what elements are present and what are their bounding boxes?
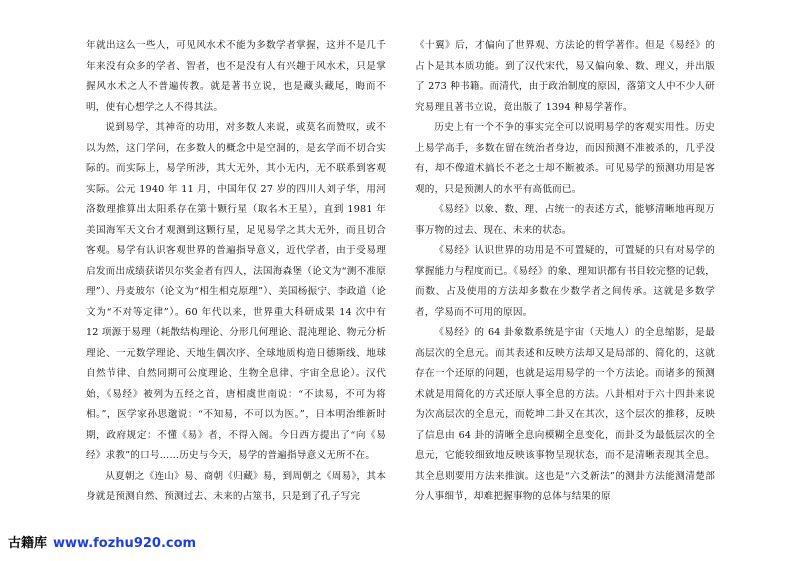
left-text-column — [86, 36, 386, 508]
site-watermark — [8, 532, 196, 551]
right-paragraph-2: 历史上有一个不争的事实完全可以说明易学的客观实用性。历史上易学高手，多数在留在统治者身边，而因预测不准被杀的，几乎没有，却不像道术搞长不老之士却不断被杀。可见易学的预测功用是客观的，只是预测人的水平有高低而已。 — [415, 122, 715, 195]
right-paragraph-3: 《易经》以象、数、理、占统一的表述方式，能够清晰地再现万事万物的过去、现在、未来的状态。 — [415, 204, 715, 236]
left-paragraph-1: 年就出这么一些人，可见风水术不能为多数学者掌握，这并不是几千年来没有众多的学者、智者，也不是没有人有兴趣于风水术，只是掌握风水术之人不普遍传教。就是著书立说，也是藏头藏尾，晦而不明，使有心想学之人不得其法。 — [86, 40, 386, 113]
left-paragraph-3: 从夏朝之《连山》易、商朝《归藏》易，到周朝之《周易》，其本身就是预测自然、预测过去、未来的占筮书，只是到了孔子写完 — [86, 470, 386, 502]
site-name: 古籍库 — [8, 536, 48, 551]
right-paragraph-4: 《易经》认识世界的功用是不可置疑的，可置疑的只有对易学的掌握能力与程度而已。《易经》的象、理知识都有书目较完整的记载，而数、占及使用的方法却多数在少数学者之间传承。这就是多数学者，学易而不可用的原因。 — [415, 245, 715, 318]
right-paragraph-5: 《易经》的 64 卦象数系统是宇宙（天地人）的全息缩影，是最高层次的全息元。而其表述和反映方法却又是局部的、简化的，这就存在一个还原的问题，也就是运用易学的一个方法论。而诸多的预测术就是用简化的方式还原人事全息的方法。八卦相对于六十四卦来说为次高层次的全息元，而乾坤二卦又在其次，这个层次的推移，反映了信息由 64 卦的清晰全息向模糊全息变化，而卦爻为最低层次的全息元，它能较细致地反映该事物呈现状态，而不是清晰表现其全息。其全息则要用方法来推演。这也是“六爻新法”的测卦方法能测清楚部分人事细节，却难把握事物的总体与结果的原 — [415, 327, 715, 502]
right-text-column — [415, 36, 715, 508]
right-paragraph-1: 《十翼》后，才偏向了世界观、方法论的哲学著作。但是《易经》的占卜是其本质功能。到了汉代宋代，易又偏向象、数、理义，并出版了 273 种书籍。而清代，由于政治制度的原因，落第文人中不少人研究易理且著书立说，竟出版了 1394 种易学著作。 — [415, 40, 715, 113]
site-url-link[interactable]: www.fozhu920.com — [53, 536, 197, 551]
left-paragraph-2: 说到易学，其神奇的功用，对多数人来说，或莫名而赞叹，或不以为然，这门学问，在多数人的概念中是空洞的，是玄学而不切合实际的。而实际上，易学所涉，其大无外，其小无内，无不联系到客观实际。公元 1940 年 11 月，中国年仅 27 岁的四川人刘子华，用河洛数理推算出太阳系存在第十颗行星（取名木王星），直到 1981 年美国海军天文台才观测到这颗行星，足见易学之其大无外，而且切合客观。易学有认识客观世界的普遍指导意义，近代学者，由于受易理启发而出成绩获诺贝尔奖金者有四人，法国海森堡（论文为“测不准原理”）、丹麦玻尔（论文为“相生相克原理”）、美国杨振宁、李政道（论文为“不对等定律”）。60 年代以来，世界重大科研成果 14 次中有 12 项源于易理（耗散结构理论、分形几何理论、混沌理论、物元分析理论、一元数学理论、天地生偶次序、全球地质构造日德斯线、地球自然节律、自然同期可公度理论、生物全息律、宇宙全息论）。汉代始，《易经》被列为五经之首，唐相虞世南说：“不读易，不可为将相。”，医学家孙思邈说：“不知易，不可以为医。”，日本明治维新时期，政府规定：不懂《易》者，不得入阁。今日西方提出了“向《易经》求教”的口号……历史与今天，易学的普遍指导意义无所不在。 — [86, 122, 387, 461]
